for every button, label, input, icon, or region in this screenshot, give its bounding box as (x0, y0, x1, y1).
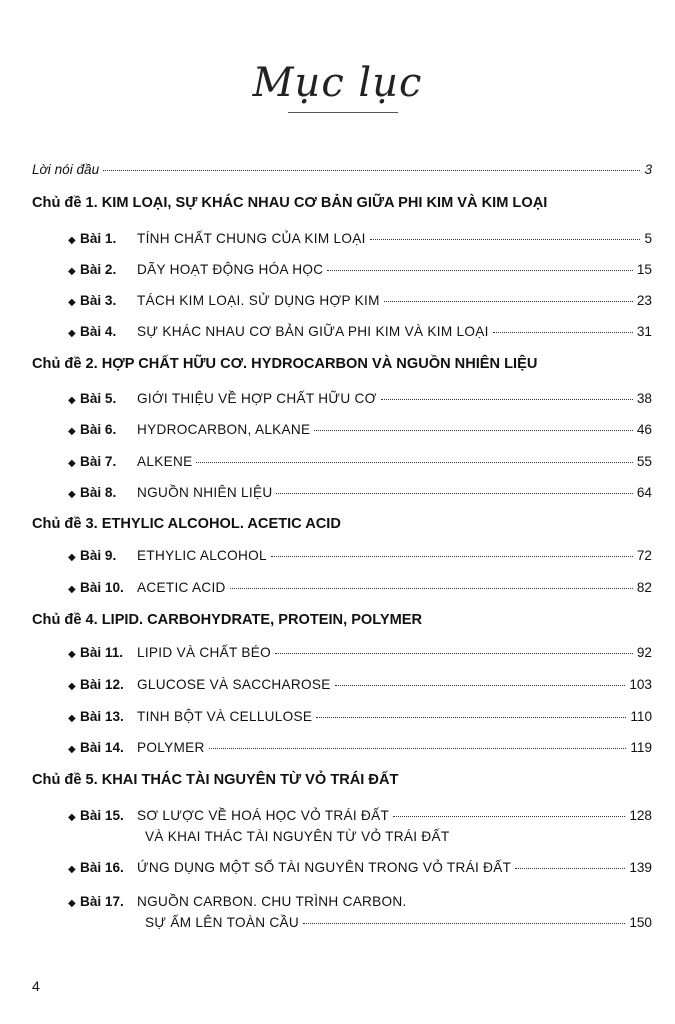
lesson-page: 23 (636, 293, 652, 308)
chapter-3-heading: Chủ đề 3. ETHYLIC ALCOHOL. ACETIC ACID (32, 516, 341, 532)
lesson-page: 46 (636, 422, 652, 437)
lesson-code: Bài 9. (80, 548, 117, 563)
lesson-code: Bài 15. (80, 808, 124, 823)
lesson-page: 31 (636, 324, 652, 339)
lesson-code: Bài 13. (80, 709, 124, 724)
dot-leader (393, 816, 625, 817)
lesson-code: Bài 17. (80, 894, 124, 909)
bullet-icon: ◆ (68, 864, 76, 875)
lesson-title: TINH BỘT VÀ CELLULOSE (137, 709, 313, 724)
lesson-entry-8 (68, 485, 652, 500)
lesson-code: Bài 8. (80, 485, 117, 500)
lesson-title: SỰ KHÁC NHAU CƠ BẢN GIỮA PHI KIM VÀ KIM LOẠI (137, 324, 489, 339)
bullet-icon: ◆ (68, 266, 76, 277)
lesson-title: POLYMER (137, 740, 205, 755)
lesson-entry-12 (68, 677, 652, 692)
lesson-page: 5 (644, 231, 652, 246)
dot-leader (314, 430, 632, 431)
lesson-page: 119 (630, 740, 652, 755)
bullet-icon: ◆ (68, 584, 76, 595)
lesson-page: 15 (636, 262, 652, 277)
lesson-page: 55 (636, 454, 652, 469)
lesson-title: ACETIC ACID (137, 580, 226, 595)
chapter-2-heading: Chủ đề 2. HỢP CHẤT HỮU CƠ. HYDROCARBON VÀ NGUỒN NHIÊN LIỆU (32, 356, 538, 372)
lesson-entry-16 (68, 860, 652, 875)
lesson-code: Bài 16. (80, 860, 124, 875)
lesson-entry-2 (68, 262, 652, 277)
lesson-code: Bài 10. (80, 580, 124, 595)
lesson-code: Bài 1. (80, 231, 117, 246)
lesson-entry-3 (68, 293, 652, 308)
dot-leader (335, 685, 626, 686)
lesson-entry-13 (68, 709, 652, 724)
lesson-title: TÁCH KIM LOẠI. SỬ DỤNG HỢP KIM (137, 293, 380, 308)
dot-leader (275, 653, 633, 654)
bullet-icon: ◆ (68, 235, 76, 246)
lesson-entry-9 (68, 548, 652, 563)
lesson-entry-15 (68, 808, 652, 823)
dot-leader (515, 868, 625, 869)
lesson-title: DÃY HOẠT ĐỘNG HÓA HỌC (137, 262, 324, 277)
bullet-icon: ◆ (68, 681, 76, 692)
page-number: 4 (32, 978, 40, 994)
bullet-icon: ◆ (68, 898, 76, 909)
lesson-page: 72 (636, 548, 652, 563)
bullet-icon: ◆ (68, 395, 76, 406)
bullet-icon: ◆ (68, 744, 76, 755)
title-underline (288, 112, 398, 113)
dot-leader (103, 170, 640, 171)
bullet-icon: ◆ (68, 649, 76, 660)
dot-leader (381, 399, 633, 400)
lesson-entry-6 (68, 422, 652, 437)
lesson-title-continuation: SỰ ẤM LÊN TOÀN CẦU (145, 915, 299, 930)
dot-leader (276, 493, 632, 494)
dot-leader (230, 588, 633, 589)
lesson-title: NGUỒN NHIÊN LIỆU (137, 485, 273, 500)
lesson-code: Bài 3. (80, 293, 117, 308)
lesson-title: SƠ LƯỢC VỀ HOÁ HỌC VỎ TRÁI ĐẤT (137, 808, 390, 823)
chapter-1-heading: Chủ đề 1. KIM LOẠI, SỰ KHÁC NHAU CƠ BẢN GIỮA PHI KIM VÀ KIM LOẠI (32, 195, 548, 211)
preface-page: 3 (644, 162, 652, 177)
lesson-page: 92 (636, 645, 652, 660)
preface-label: Lời nói đầu (32, 162, 100, 177)
lesson-code: Bài 14. (80, 740, 124, 755)
lesson-entry-4 (68, 324, 652, 339)
lesson-title: TÍNH CHẤT CHUNG CỦA KIM LOẠI (137, 231, 366, 246)
lesson-title: HYDROCARBON, ALKANE (137, 422, 311, 437)
lesson-code: Bài 6. (80, 422, 117, 437)
dot-leader (196, 462, 632, 463)
lesson-code: Bài 7. (80, 454, 117, 469)
dot-leader (327, 270, 633, 271)
lesson-page: 82 (636, 580, 652, 595)
lesson-title: ỨNG DỤNG MỘT SỐ TÀI NGUYÊN TRONG VỎ TRÁI ĐẤT (137, 860, 512, 875)
lesson-page: 128 (629, 808, 652, 823)
lesson-entry-17-line2 (145, 915, 652, 930)
lesson-title: GLUCOSE VÀ SACCHAROSE (137, 677, 331, 692)
lesson-page: 103 (629, 677, 652, 692)
lesson-page: 64 (636, 485, 652, 500)
lesson-title: GIỚI THIỆU VỀ HỢP CHẤT HỮU CƠ (137, 391, 377, 406)
lesson-code: Bài 2. (80, 262, 117, 277)
bullet-icon: ◆ (68, 426, 76, 437)
chapter-5-heading: Chủ đề 5. KHAI THÁC TÀI NGUYÊN TỪ VỎ TRÁI ĐẤT (32, 772, 399, 788)
bullet-icon: ◆ (68, 552, 76, 563)
lesson-title-continuation: VÀ KHAI THÁC TÀI NGUYÊN TỪ VỎ TRÁI ĐẤT (145, 829, 450, 844)
dot-leader (493, 332, 633, 333)
lesson-entry-5 (68, 391, 652, 406)
lesson-code: Bài 5. (80, 391, 117, 406)
lesson-page: 110 (630, 709, 652, 724)
lesson-entry-10 (68, 580, 652, 595)
bullet-icon: ◆ (68, 489, 76, 500)
chapter-4-heading: Chủ đề 4. LIPID. CARBOHYDRATE, PROTEIN, POLYMER (32, 612, 423, 628)
lesson-code: Bài 11. (80, 645, 124, 660)
lesson-page: 150 (629, 915, 652, 930)
lesson-title: ALKENE (137, 454, 193, 469)
lesson-entry-1 (68, 231, 652, 246)
lesson-title: LIPID VÀ CHẤT BÉO (137, 645, 272, 660)
lesson-title: ETHYLIC ALCOHOL (137, 548, 267, 563)
lesson-entry-7 (68, 454, 652, 469)
bullet-icon: ◆ (68, 812, 76, 823)
preface-entry (32, 162, 652, 177)
lesson-page: 38 (636, 391, 652, 406)
lesson-entry-11 (68, 645, 652, 660)
dot-leader (303, 923, 625, 924)
dot-leader (316, 717, 626, 718)
lesson-page: 139 (629, 860, 652, 875)
bullet-icon: ◆ (68, 713, 76, 724)
dot-leader (384, 301, 633, 302)
lesson-title: NGUỒN CARBON. CHU TRÌNH CARBON. (137, 894, 407, 909)
dot-leader (209, 748, 627, 749)
bullet-icon: ◆ (68, 297, 76, 308)
bullet-icon: ◆ (68, 328, 76, 339)
dot-leader (370, 239, 641, 240)
lesson-code: Bài 4. (80, 324, 117, 339)
page-title: Mục lục (252, 60, 423, 106)
dot-leader (271, 556, 633, 557)
lesson-entry-17 (68, 894, 652, 909)
bullet-icon: ◆ (68, 458, 76, 469)
lesson-entry-14 (68, 740, 652, 755)
lesson-code: Bài 12. (80, 677, 124, 692)
